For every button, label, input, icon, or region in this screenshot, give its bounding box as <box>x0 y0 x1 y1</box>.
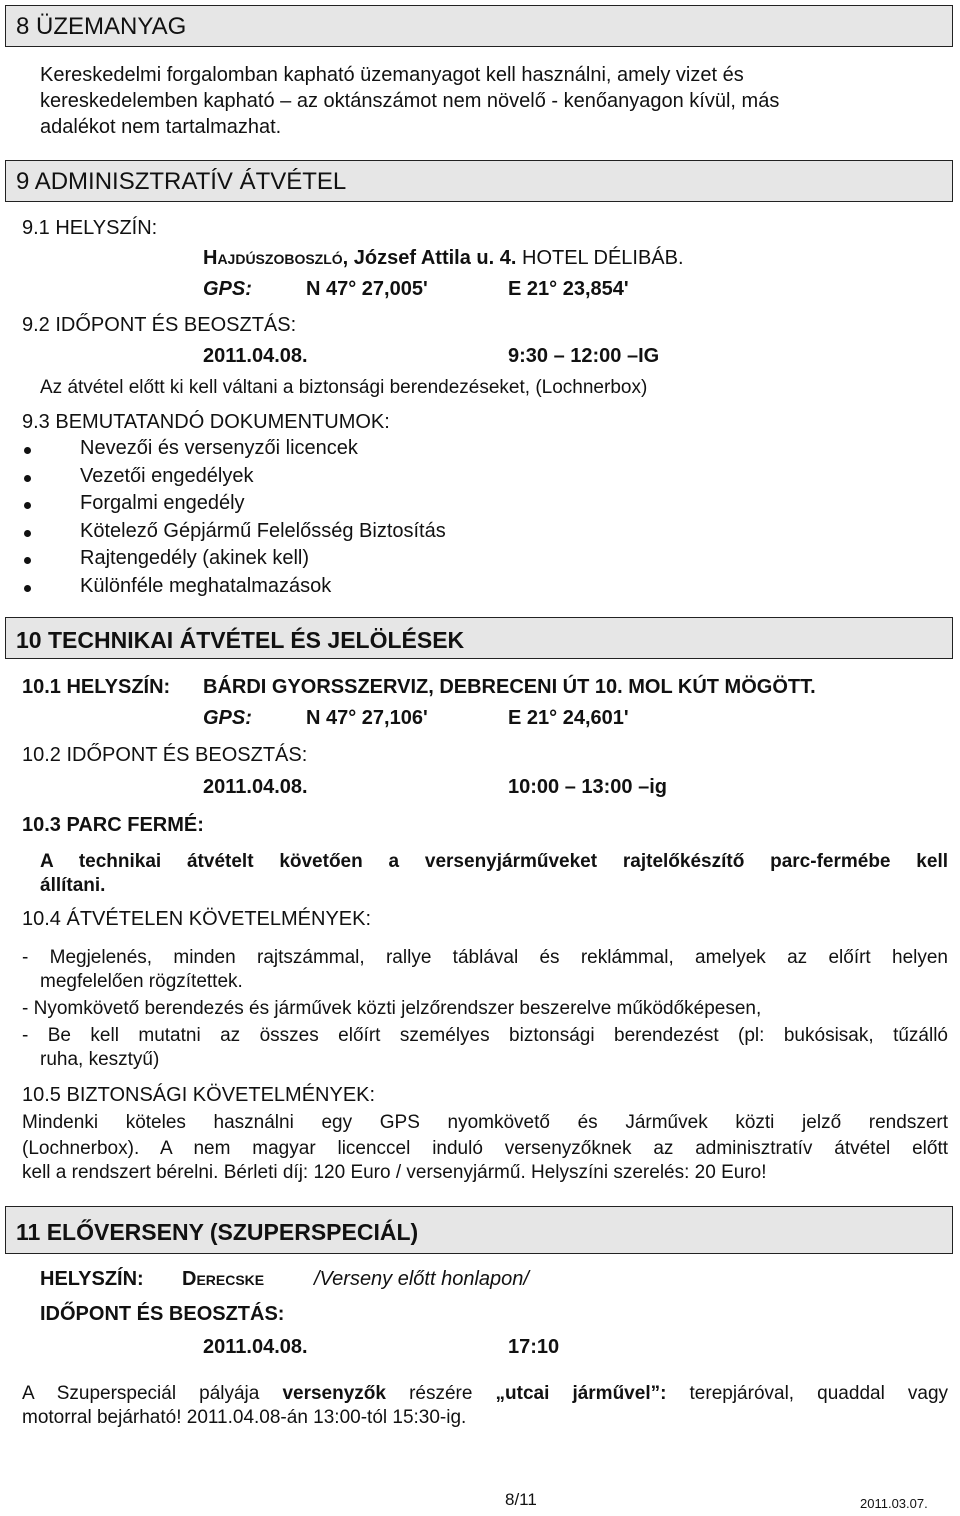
tech-location-label: 10.1 HELYSZÍN: <box>22 676 171 698</box>
fuel-text-line-2: kereskedelemben kapható – az oktánszámot nem növelő - kenőanyagon kívül, más <box>40 90 780 112</box>
tech-gps-label: GPS: <box>203 707 252 729</box>
footer-date: 2011.03.07. <box>860 1496 928 1511</box>
prerace-location-label: HELYSZÍN: <box>40 1268 144 1290</box>
bullet-icon <box>24 585 31 592</box>
tech-time-label: 10.2 IDŐPONT ÉS BEOSZTÁS: <box>22 744 308 766</box>
admin-location-hotel: HOTEL DÉLIBÁB. <box>522 247 684 269</box>
parc-ferme-label: 10.3 PARC FERMÉ: <box>22 814 204 836</box>
section-9-heading: 9 ADMINISZTRATÍV ÁTVÉTEL <box>5 160 953 202</box>
bullet-icon <box>24 557 31 564</box>
admin-time-label: 9.2 IDŐPONT ÉS BEOSZTÁS: <box>22 314 297 336</box>
admin-gps-east: E 21° 23,854' <box>508 278 629 300</box>
admin-gps-north: N 47° 27,005' <box>306 278 428 300</box>
tech-gps-east: E 21° 24,601' <box>508 707 629 729</box>
prerace-time: 17:10 <box>508 1336 560 1358</box>
requirement-item: - Nyomkövető berendezés és járművek közti jelzőrendszer beszerelve működőképesen, <box>22 998 762 1019</box>
tech-gps-north: N 47° 27,106' <box>306 707 428 729</box>
admin-location-label: 9.1 HELYSZÍN: <box>22 217 158 239</box>
doc-item: Kötelező Gépjármű Felelősség Biztosítás <box>80 520 446 542</box>
tech-time: 10:00 – 13:00 –ig <box>508 776 667 798</box>
admin-docs-label: 9.3 BEMUTATANDÓ DOKUMENTUMOK: <box>22 411 390 433</box>
bullet-icon <box>24 530 31 537</box>
admin-date: 2011.04.08. <box>203 345 308 367</box>
tech-location-value: BÁRDI GYORSSZERVIZ, DEBRECENI ÚT 10. MOL KÚT MÖGÖTT. <box>203 676 816 698</box>
requirement-item: - Be kell mutatni az összes előírt személyes biztonsági berendezést (pl: bukósisak, tűzálló <box>22 1025 948 1046</box>
requirement-item-cont: megfelelően rögzítettek. <box>40 971 243 992</box>
requirement-item-cont: ruha, kesztyű) <box>40 1049 160 1070</box>
doc-item: Nevezői és versenyzői licencek <box>80 437 358 459</box>
bullet-icon <box>24 475 31 482</box>
doc-item: Vezetői engedélyek <box>80 465 254 487</box>
prerace-p1-end: terepjáróval, quaddal vagy <box>689 1383 949 1404</box>
prerace-p1-bold-2: „utcai járművel”: <box>495 1383 667 1404</box>
safety-line-2: (Lochnerbox). A nem magyar licenccel induló versenyzőknek az adminisztratív átvétel előtt <box>22 1138 948 1159</box>
section-11-heading: 11 ELŐVERSENY (SZUPERSPECIÁL) <box>5 1206 953 1254</box>
prerace-date: 2011.04.08. <box>203 1336 308 1358</box>
requirement-item: - Megjelenés, minden rajtszámmal, rallye táblával és reklámmal, amelyek az előírt helyen <box>22 947 948 968</box>
admin-gps-label: GPS: <box>203 278 252 300</box>
prerace-p1-start: A Szuperspeciál pályája <box>22 1383 260 1404</box>
section-8-heading: 8 ÜZEMANYAG <box>5 5 953 47</box>
prerace-p1-mid: részére <box>409 1383 473 1404</box>
prerace-paragraph-line-2: motorral bejárható! 2011.04.08-án 13:00-tól 15:30-ig. <box>22 1407 467 1428</box>
prerace-paragraph-line-1 <box>22 1381 948 1407</box>
page-number: 8/11 <box>505 1490 537 1509</box>
requirements-label: 10.4 ÁTVÉTELEN KÖVETELMÉNYEK: <box>22 908 372 930</box>
doc-item: Forgalmi engedély <box>80 492 245 514</box>
doc-item: Különféle meghatalmazások <box>80 575 332 597</box>
prerace-location-note: /Verseny előtt honlapon/ <box>314 1268 529 1290</box>
safety-line-1: Mindenki köteles használni egy GPS nyomkövető és Járművek közti jelző rendszert <box>22 1112 948 1133</box>
section-10-heading: 10 TECHNIKAI ÁTVÉTEL ÉS JELÖLÉSEK <box>5 617 953 659</box>
parc-ferme-line-2: állítani. <box>40 875 106 896</box>
prerace-p1-bold-1: versenyzők <box>282 1383 386 1404</box>
bullet-icon <box>24 447 31 454</box>
bullet-icon <box>24 502 31 509</box>
tech-date: 2011.04.08. <box>203 776 308 798</box>
safety-line-3: kell a rendszert bérelni. Bérleti díj: 120 Euro / versenyjármű. Helyszíni szerelés: 20 Euro! <box>22 1162 767 1183</box>
admin-location-street: József Attila u. 4. <box>353 247 517 269</box>
admin-note: Az átvétel előtt ki kell váltani a biztonsági berendezéseket, (Lochnerbox) <box>40 377 648 398</box>
admin-time: 9:30 – 12:00 –IG <box>508 345 660 367</box>
safety-label: 10.5 BIZTONSÁGI KÖVETELMÉNYEK: <box>22 1084 376 1106</box>
parc-ferme-line-1: A technikai átvételt követően a versenyjárműveket rajtelőkészítő parc-fermébe kell <box>40 851 948 872</box>
prerace-time-label: IDŐPONT ÉS BEOSZTÁS: <box>40 1303 285 1325</box>
fuel-text-line-3: adalékot nem tartalmazhat. <box>40 116 282 138</box>
prerace-location-value: Derecske <box>182 1268 265 1290</box>
fuel-text-line-1: Kereskedelmi forgalomban kapható üzemanyagot kell használni, amely vizet és <box>40 64 744 86</box>
admin-location-value <box>203 247 684 270</box>
doc-item: Rajtengedély (akinek kell) <box>80 547 310 569</box>
admin-location-city: Hajdúszoboszló, <box>203 247 349 269</box>
